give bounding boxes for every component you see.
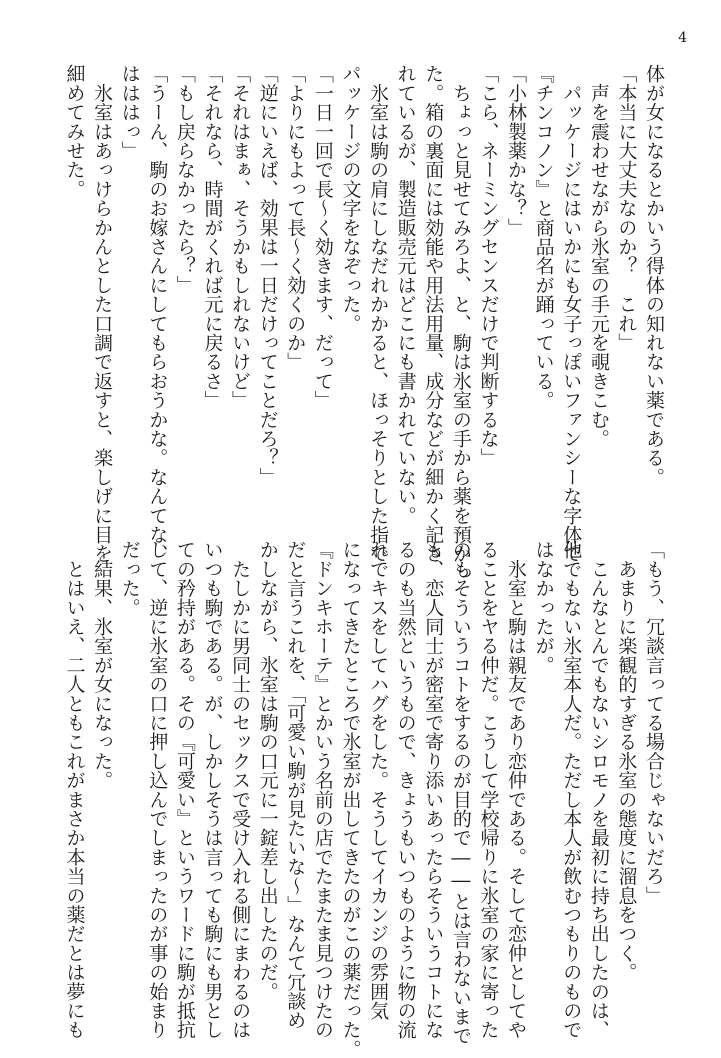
text-line: いつも駒である。が、しかしそうは言っても駒にも男とし [201,540,224,1040]
text-line: はははっ」 [118,64,141,160]
text-line: 「もう、冗談言ってる場合じゃないだろ」 [643,540,665,905]
text-block-bottom [63,540,667,1058]
text-line: かしながら、氷室は駒の口元に一錠差し出したのだ。 [256,540,279,1001]
text-line: たしかに男同士のセックスで受け入れる側にまわるのは [229,540,252,1040]
text-line: になってきたところで氷室が出してきたのがこの薬だった。 [339,540,362,1058]
text-line: 「それなら、時間がくれば元に戻るさ」 [201,64,224,410]
text-line: 他でもない氷室本人だ。ただし本人が飲むつもりのもので [560,540,583,1040]
text-line: とはいえ、二人ともこれがまさか本当の薬だとは夢にも [63,540,86,1040]
text-line: ちょっと見せてみろよ、と、駒は氷室の手から薬を預かっ [449,64,472,583]
text-line: れているが、製造販売元はどこにも書かれていない。 [394,64,417,525]
text-line: れでキスをしてハグをした。そうしてイカンジの雰囲気 [367,540,390,1020]
text-line: あまりに楽観的すぎる氷室の態度に溜息をつく。 [615,540,638,982]
text-line: 「小林製薬かな？」 [505,64,528,237]
text-line: 「それはまぁ、そうかもしれないけど」 [229,64,252,410]
text-line: して、逆に氷室の口に押し込んでしまったのが事の始まり [146,540,169,1040]
text-line: 氷室は駒の肩にしなだれかかると、ほっそりとした指で [367,64,390,564]
text-line: こんなとんでもないシロモノを最初に持ち出したのは、 [587,540,610,1040]
text-line: 「こら、ネーミングセンスだけで判断するな」 [477,64,500,468]
text-line: 結果、氷室が女になった。 [91,540,114,790]
text-line: のもそういうコトをするのが目的で――とは言わないまで [449,540,472,1046]
text-line: ることをヤる仲だ。こうして学校帰りに氷室の家に寄った [477,540,500,1040]
text-line: 声を震わせながら氷室の手元を覗きこむ。 [587,64,610,448]
text-line: 氷室はあっけらかんとした口調で返すと、楽しげに目を [91,64,114,564]
text-line: 細めてみせた。 [63,64,86,199]
text-line: ての矜持がある。その『可愛い』というワードに駒が抵抗 [173,540,196,1040]
text-line: るのも当然というもので、きょうもいつものように物の流 [394,540,417,1040]
text-line: 「逆にいえば、効果は一日だけってことだろ？」 [256,64,279,487]
text-line: た。箱の裏面には効能や用法用量、成分などが細かく記さ [422,64,445,564]
text-line: 体が女になるとかいう得体の知れない薬である。 [643,64,665,487]
text-line: 「一日一回で長〜く効きます、だって」 [311,64,334,410]
page-number: 4 [678,30,687,46]
text-line: も、恋人同士が密室で寄り添いあったらそういうコトにな [422,540,445,1040]
text-line: 「よりにもよって長〜く効くのか」 [284,64,307,372]
text-line: 「うーん、駒のお嫁さんにしてもらおうかな。なんてな、 [146,64,169,564]
text-line: パッケージの文字をなぞった。 [339,64,362,333]
text-line: 「本当に大丈夫なのか？ これ」 [615,64,638,352]
text-line: パッケージにはいかにも女子っぽいファンシーな字体で [560,64,583,564]
text-line: 『ドンキホーテ』とかいう名前の店でたまたま見つけたの [311,540,334,1040]
text-line: だった。 [118,540,141,617]
text-line: 氷室と駒は親友であり恋仲である。そして恋仲としてや [505,540,528,1040]
text-line: だと言うこれを、「可愛い駒が見たいな〜」なんて冗談め [284,540,307,1030]
text-line: 「もし戻らなかったら？」 [173,64,196,295]
text-line: はなかったが。 [532,540,555,675]
text-line: 『チンコノン』と商品名が踊っている。 [532,64,555,410]
